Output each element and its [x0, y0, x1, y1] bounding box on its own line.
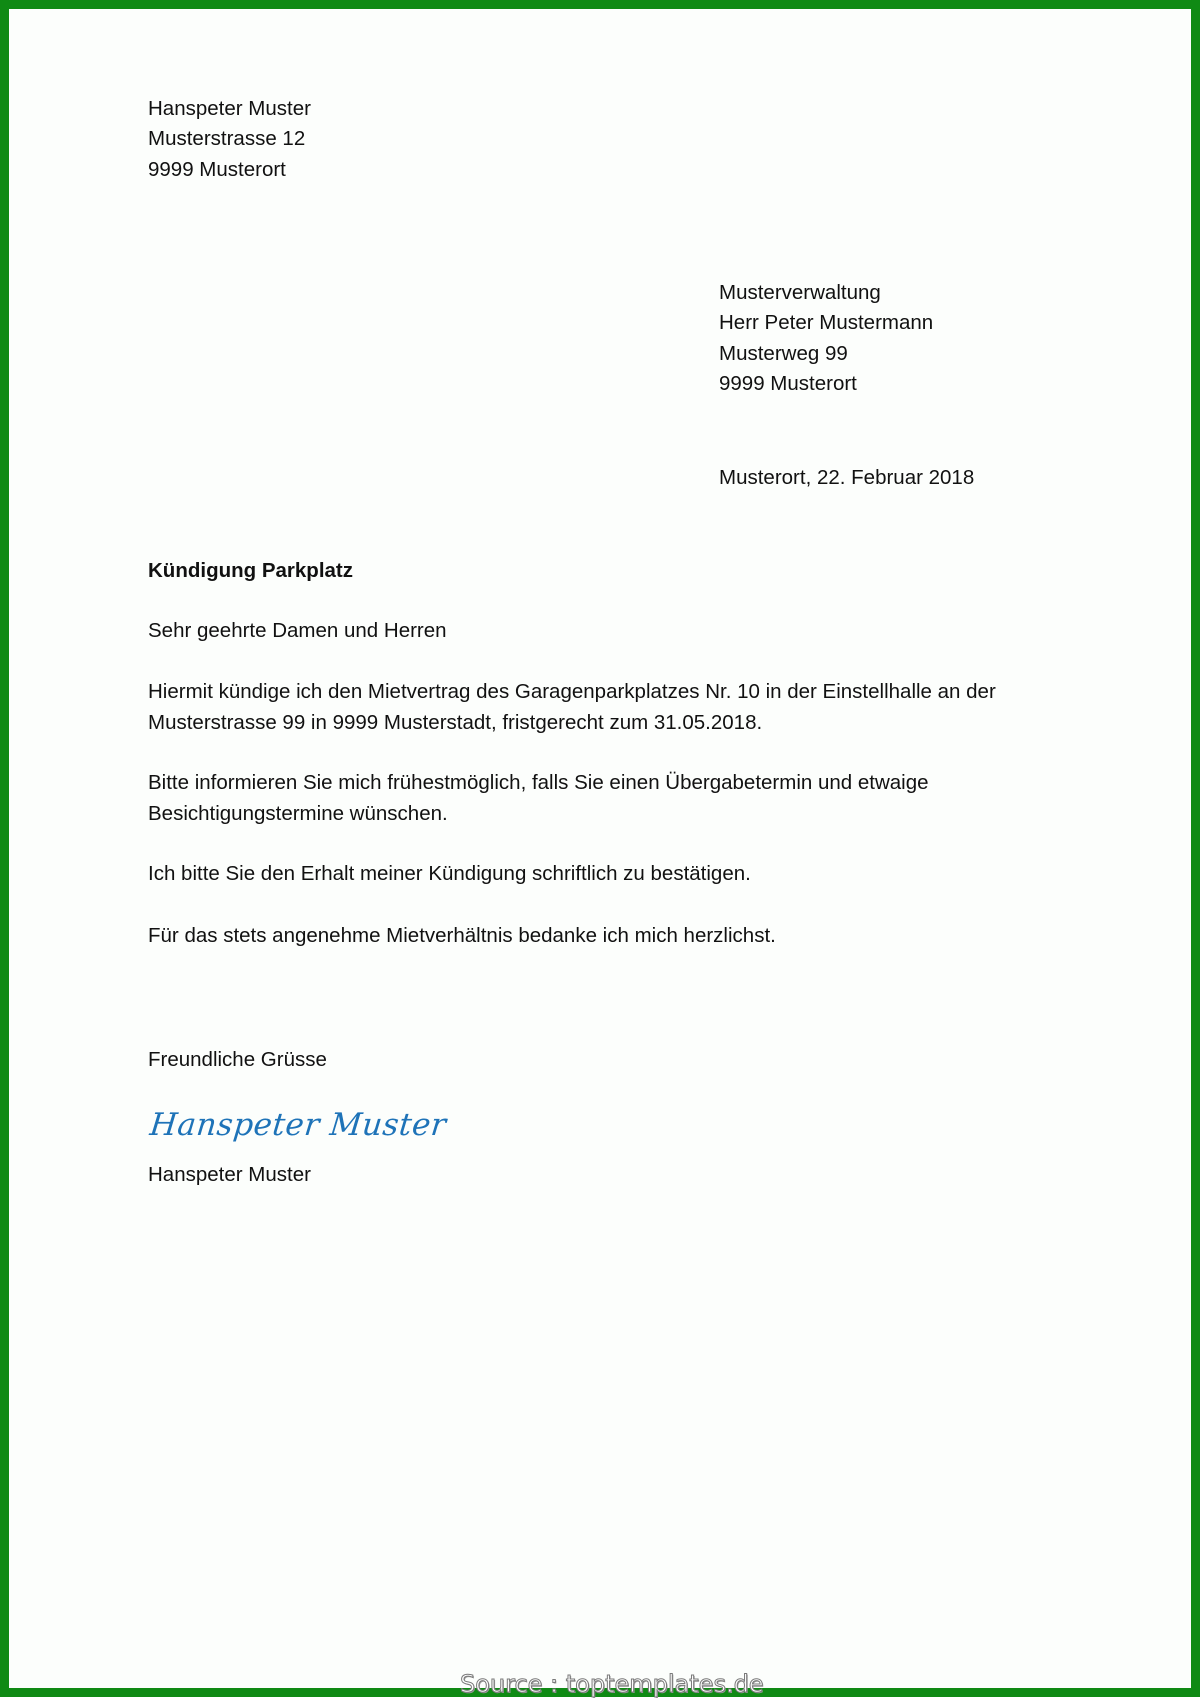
paragraph-2-line-2: Besichtigungstermine wünschen. — [148, 802, 448, 825]
letter-subject: Kündigung Parkplatz — [148, 559, 353, 582]
paragraph-1-line-1: Hiermit kündige ich den Mietvertrag des Garagenparkplatzes Nr. 10 in der Einstellhalle an der — [148, 680, 996, 703]
date-line: Musterort, 22. Februar 2018 — [719, 466, 975, 489]
paragraph-1-line-2: Musterstrasse 99 in 9999 Musterstadt, fristgerecht zum 31.05.2018. — [148, 711, 763, 734]
paragraph-4: Für das stets angenehme Mietverhältnis bedanke ich mich herzlichst. — [148, 924, 776, 947]
sender-city: 9999 Musterort — [148, 158, 286, 181]
salutation: Sehr geehrte Damen und Herren — [148, 619, 447, 642]
source-credit: Source : toptemplates.de — [460, 1670, 764, 1698]
recipient-street: Musterweg 99 — [719, 342, 848, 365]
closing: Freundliche Grüsse — [148, 1048, 327, 1071]
recipient-person: Herr Peter Mustermann — [719, 311, 934, 334]
sender-street: Musterstrasse 12 — [148, 127, 306, 150]
recipient-company: Musterverwaltung — [719, 281, 881, 304]
paragraph-2-line-1: Bitte informieren Sie mich frühestmöglich, falls Sie einen Übergabetermin und etwaige — [148, 771, 929, 794]
recipient-city: 9999 Musterort — [719, 372, 857, 395]
paragraph-3: Ich bitte Sie den Erhalt meiner Kündigung schriftlich zu bestätigen. — [148, 862, 751, 885]
handwritten-signature: Hanspeter Muster — [148, 1107, 449, 1143]
sender-name: Hanspeter Muster — [148, 97, 311, 120]
signer-name: Hanspeter Muster — [148, 1163, 311, 1186]
